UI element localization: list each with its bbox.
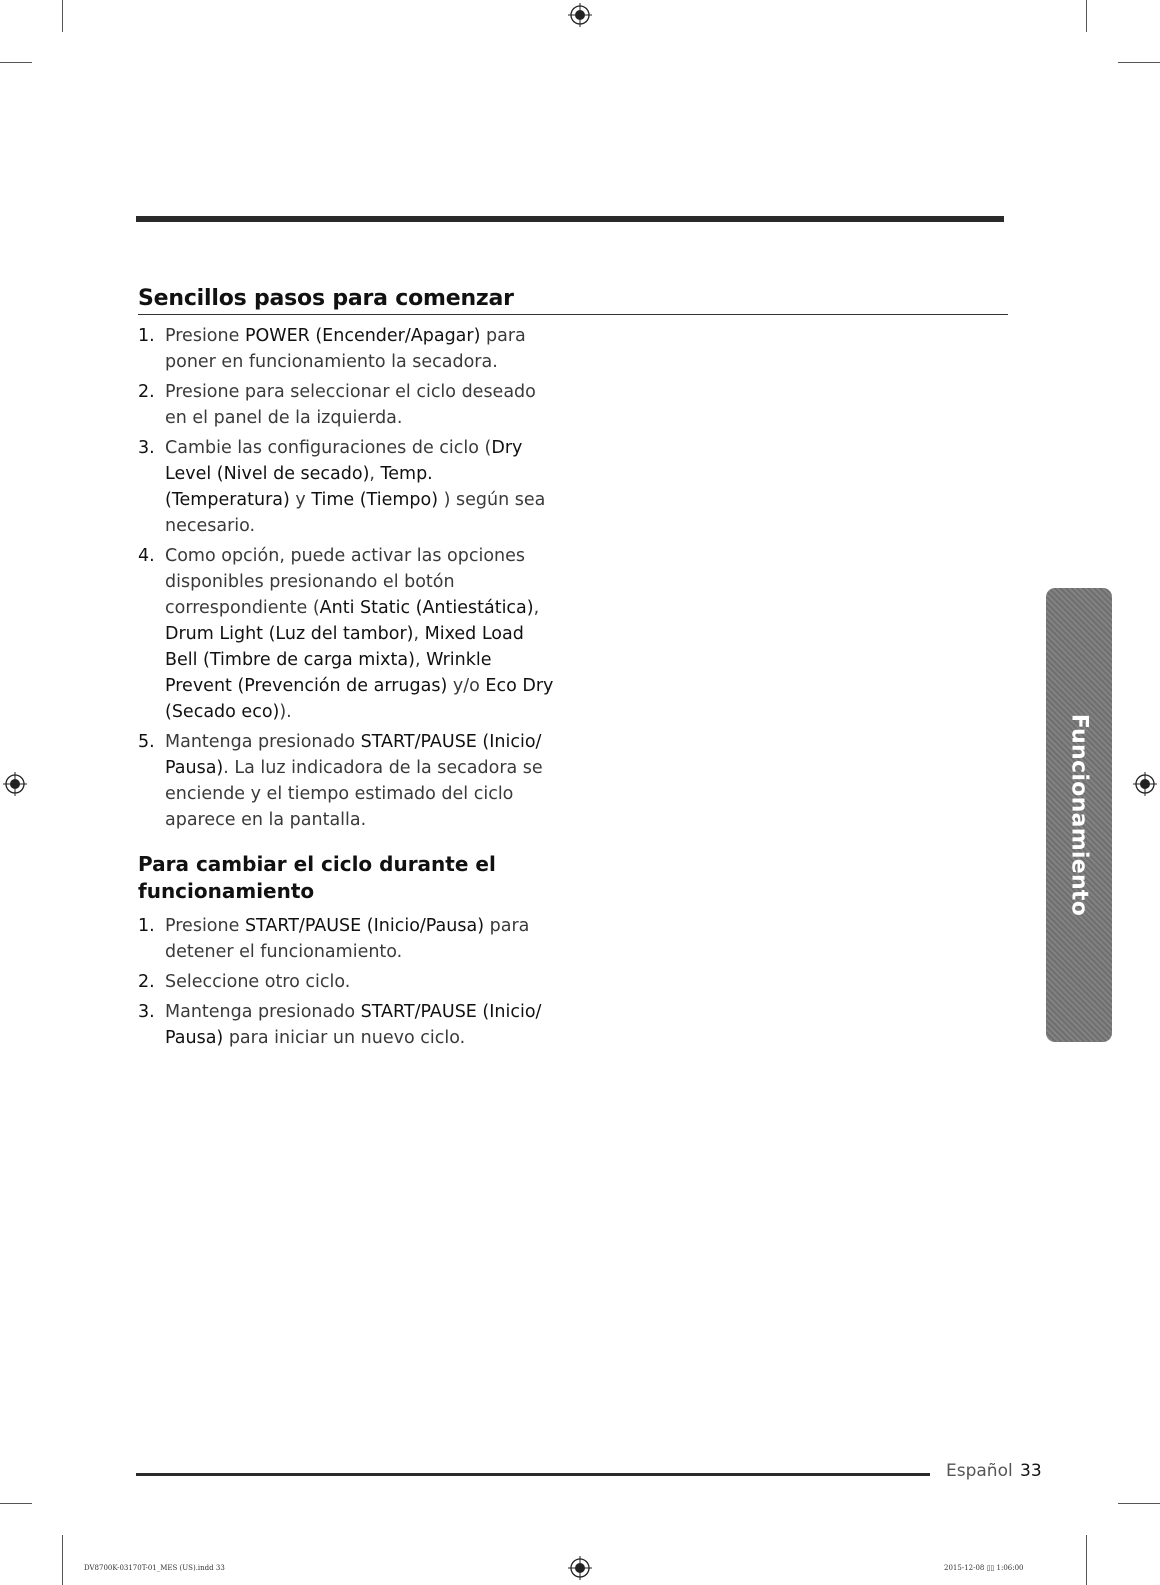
list-item	[138, 729, 558, 833]
step-text: ,	[533, 598, 540, 618]
step-text: Cambie las configuraciones de ciclo (	[165, 438, 492, 458]
steps-list	[138, 323, 558, 833]
step-text: y/o	[447, 676, 486, 696]
list-item	[138, 999, 558, 1051]
step-number: 4.	[138, 546, 155, 566]
step-text: ,	[413, 624, 425, 644]
list-item	[138, 913, 558, 965]
step-text: Mantenga presionado	[165, 1002, 361, 1022]
step-number: 2.	[138, 382, 155, 402]
step-number: 3.	[138, 1002, 155, 1022]
list-item	[138, 969, 558, 995]
step-text: y	[289, 490, 312, 510]
print-slug-date: 2015-12-08 ▯▯ 1:06:00	[944, 1564, 1024, 1572]
registration-mark-icon	[1130, 769, 1160, 799]
control-name: Wrinkle Prevent (Prevención de arrugas)	[165, 650, 492, 696]
control-name: Mixed Load Bell (Timbre de carga mixta)	[165, 624, 524, 670]
control-name: START/PAUSE (Inicio/Pausa)	[244, 916, 485, 936]
subsection-title: Para cambiar el ciclo durante el funcionamiento	[138, 852, 496, 903]
list-item	[138, 543, 558, 725]
step-text: Presione	[165, 326, 245, 346]
print-slug-file: DV8700K-03170T-01_MES (US).indd 33	[84, 1564, 225, 1572]
step-number: 1.	[138, 916, 155, 936]
step-text: Presione	[165, 916, 245, 936]
step-text: Presione para seleccionar el ciclo deseado en el panel de la izquierda.	[165, 382, 536, 428]
control-name: POWER (Encender/Apagar)	[244, 326, 481, 346]
crop-mark	[1086, 1535, 1087, 1585]
step-number: 3.	[138, 438, 155, 458]
step-text: . La luz indicadora de la secadora se enciende y el tiempo estimado del ciclo aparece en la pantalla.	[165, 758, 543, 830]
step-text: para iniciar un nuevo ciclo.	[223, 1028, 466, 1048]
section-top-rule	[136, 216, 1004, 222]
control-name: START/PAUSE (Inicio/ Pausa)	[165, 732, 542, 778]
step-text: ).	[279, 702, 292, 722]
crop-mark	[0, 1503, 32, 1504]
footer-rule	[136, 1473, 930, 1476]
registration-mark-icon	[565, 1553, 595, 1583]
step-number: 5.	[138, 732, 155, 752]
registration-mark-icon	[565, 0, 595, 30]
step-text: Seleccione otro ciclo.	[165, 972, 351, 992]
registration-mark-icon	[0, 769, 30, 799]
chapter-tab-label: Funcionamiento	[1066, 713, 1092, 917]
control-name: Eco Dry (Secado eco)	[165, 676, 554, 722]
step-text: Mantenga presionado	[165, 732, 361, 752]
step-number: 2.	[138, 972, 155, 992]
control-name: Temp. (Temperatura)	[165, 464, 433, 510]
section-title: Sencillos pasos para comenzar	[138, 286, 1008, 315]
list-item	[138, 435, 558, 539]
crop-mark	[1118, 1503, 1160, 1504]
control-name: Drum Light (Luz del tambor)	[165, 624, 414, 644]
list-item	[138, 323, 558, 375]
crop-mark	[62, 1535, 63, 1585]
control-name: START/PAUSE (Inicio/ Pausa)	[165, 1002, 542, 1048]
footer-language: Español	[946, 1461, 1013, 1481]
crop-mark	[62, 0, 63, 32]
control-name: Dry Level (Nivel de secado)	[165, 438, 523, 484]
chapter-tab	[1046, 588, 1112, 1042]
crop-mark	[1118, 62, 1160, 63]
crop-mark	[1086, 0, 1087, 32]
step-text: para detener el funcionamiento.	[165, 916, 530, 962]
list-item	[138, 379, 558, 431]
control-name: Anti Static (Antiestática)	[319, 598, 534, 618]
crop-mark	[0, 62, 32, 63]
step-number: 1.	[138, 326, 155, 346]
control-name: Time (Tiempo)	[311, 490, 439, 510]
page-number: 33	[1020, 1461, 1042, 1481]
step-text: ,	[414, 650, 427, 670]
step-text: ,	[369, 464, 381, 484]
main-content	[138, 286, 1008, 1055]
change-cycle-steps-list	[138, 913, 558, 1051]
step-text: para poner en funcionamiento la secadora.	[165, 326, 526, 372]
step-text: ) según sea necesario.	[165, 490, 546, 536]
step-text: Como opción, puede activar las opciones disponibles presionando el botón correspondiente (	[165, 546, 526, 618]
